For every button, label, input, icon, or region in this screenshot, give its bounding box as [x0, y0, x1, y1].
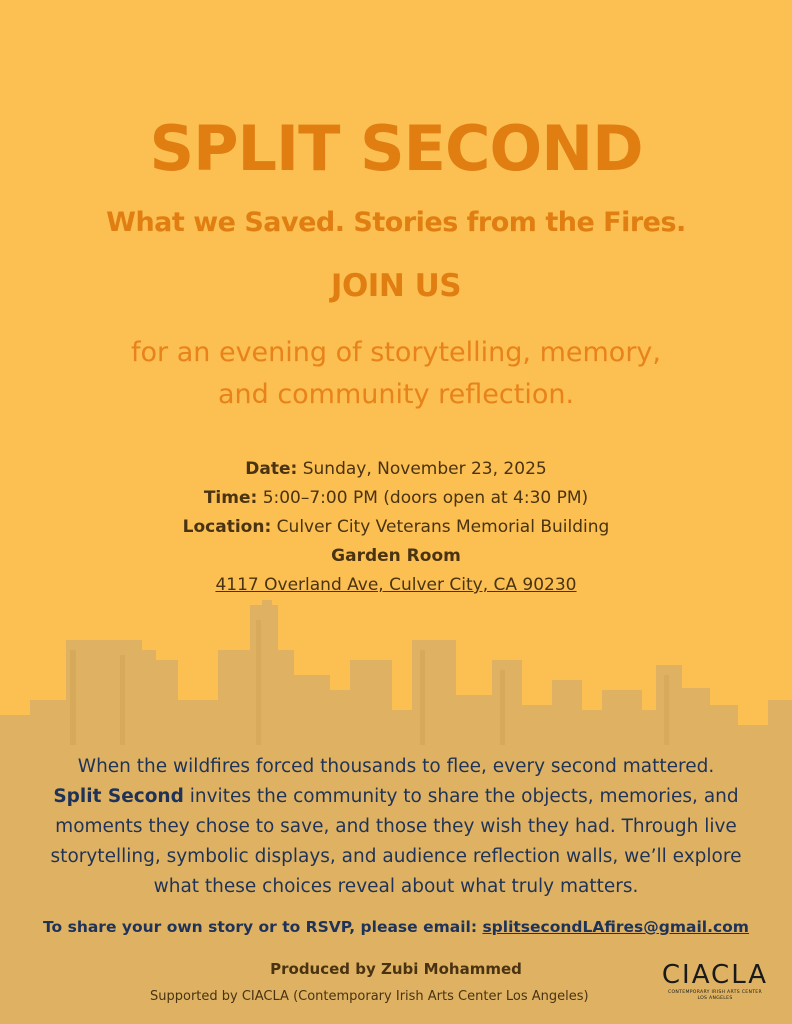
event-details	[0, 455, 792, 600]
location-row	[0, 513, 792, 542]
description-line-1: When the wildfires forced thousands to flee, every second mattered.	[77, 756, 715, 777]
logo-tagline-2: LOS ANGELES	[697, 996, 733, 1001]
invitation-line-2: and community reflection.	[217, 379, 575, 410]
description-bold-name: Split Second	[53, 786, 184, 807]
date-value: Sunday, November 23, 2025	[302, 459, 547, 479]
time-row	[0, 484, 792, 513]
description-line-4: storytelling, symbolic displays, and audience reflection walls, we’ll explore	[50, 846, 742, 867]
date-label: Date:	[245, 459, 298, 479]
time-value: 5:00–7:00 PM (doors open at 4:30 PM)	[262, 488, 589, 508]
event-subtitle: What we Saved. Stories from the Fires.	[106, 207, 686, 238]
invitation-text	[0, 332, 792, 416]
logo-tagline-1: CONTEMPORARY IRISH ARTS CENTER	[668, 990, 762, 995]
logo-wordmark: CIACLA	[661, 960, 769, 990]
description-line-5: what these choices reveal about what truly matters.	[153, 876, 639, 897]
address-link[interactable]: 4117 Overland Ave, Culver City, CA 90230	[215, 575, 577, 595]
room-name: Garden Room	[331, 546, 461, 566]
join-us-heading: JOIN US	[330, 268, 462, 304]
description-line-2: invites the community to share the objects, memories, and	[189, 786, 739, 807]
time-label: Time:	[203, 488, 258, 508]
room-row	[0, 542, 792, 571]
invitation-line-1: for an evening of storytelling, memory,	[131, 337, 661, 368]
rsvp-email-link[interactable]: splitsecondLAfires@gmail.com	[482, 918, 749, 936]
rsvp-line	[0, 918, 792, 936]
rsvp-text: To share your own story or to RSVP, please email:	[43, 918, 478, 936]
event-title: SPLIT SECOND	[149, 112, 643, 185]
date-row	[0, 455, 792, 484]
produced-by: Produced by Zubi Mohammed	[270, 960, 522, 978]
ciacla-logo	[656, 962, 774, 1002]
location-value: Culver City Veterans Memorial Building	[276, 517, 610, 537]
description-line-3: moments they chose to save, and those they wish they had. Through live	[55, 816, 737, 837]
location-label: Location:	[182, 517, 272, 537]
supported-by: Supported by CIACLA (Contemporary Irish Arts Center Los Angeles)	[150, 989, 589, 1004]
event-description	[20, 752, 772, 902]
